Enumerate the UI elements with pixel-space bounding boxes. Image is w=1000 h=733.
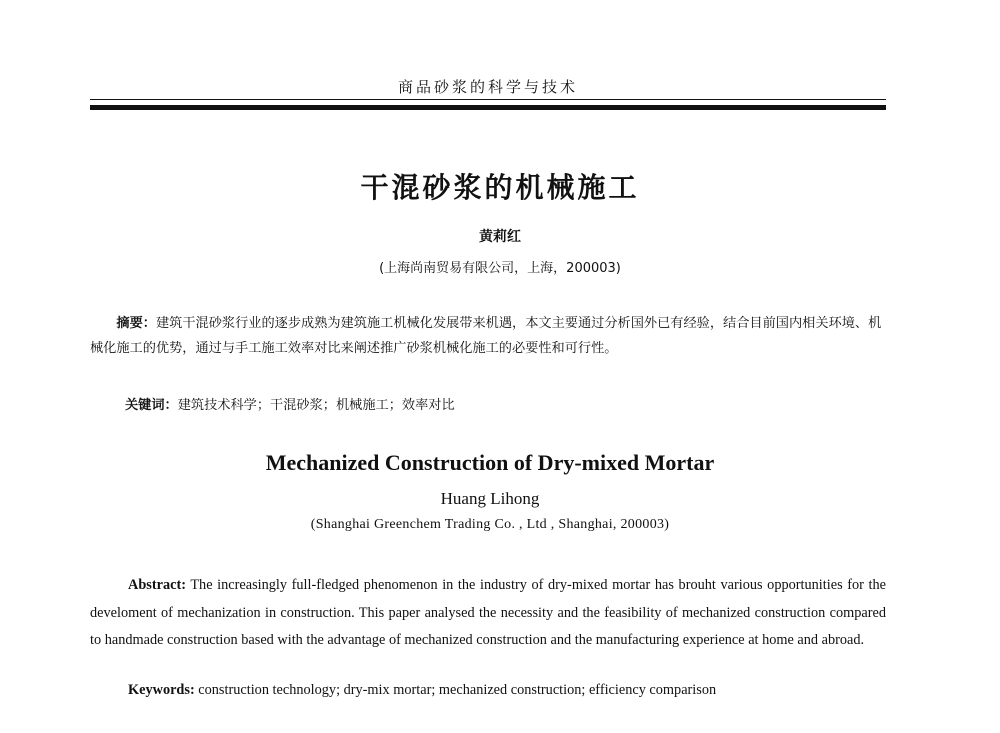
header-rule-thin <box>90 99 886 100</box>
chinese-keywords <box>125 394 885 413</box>
header-rule-thick <box>90 105 886 110</box>
english-keywords-text: construction technology; dry-mix mortar; mechanized construction; efficiency comparison <box>194 682 717 698</box>
english-title: Mechanized Construction of Dry-mixed Mortar <box>265 450 715 475</box>
chinese-abstract-text: 建筑干混砂浆行业的逐步成熟为建筑施工机械化发展带来机遇，本文主要通过分析国外已有经验，结合目前国内相关环境、机械化施工的优势，通过与手工施工效率对比来阐述推广砂浆机械化施工的必要性和可行性。 <box>90 316 882 356</box>
chinese-author: 黄莉红 <box>479 229 521 245</box>
running-header: 商品砂浆的科学与技术 <box>397 78 578 96</box>
english-affiliation: (Shanghai Greenchem Trading Co. , Ltd , Shanghai, 200003) <box>310 517 670 532</box>
english-abstract-text: The increasingly full-fledged phenomenon in the industry of dry-mixed mortar has brouht various opportunities for the develoment of mechanization in construction. This paper analysed the necessity and the feasibility of mechanized construction compared to handmade construction based with the advantage of mechanized construction and the manufacturing experience at home and abroad. <box>90 577 886 648</box>
english-keywords-label: Keywords: <box>128 682 195 698</box>
english-abstract-label: Abstract: <box>128 577 186 593</box>
english-keywords <box>128 682 888 699</box>
chinese-affiliation: (上海尚南贸易有限公司，上海，200003) <box>379 261 621 276</box>
chinese-keywords-label: 关键词： <box>125 398 178 413</box>
english-author: Huang Lihong <box>440 489 540 508</box>
chinese-keywords-text: 建筑技术科学；干混砂浆；机械施工；效率对比 <box>177 398 455 413</box>
chinese-title: 干混砂浆的机械施工 <box>360 171 640 204</box>
chinese-abstract <box>90 311 886 361</box>
english-abstract <box>90 572 886 655</box>
chinese-abstract-label: 摘要： <box>116 316 156 331</box>
